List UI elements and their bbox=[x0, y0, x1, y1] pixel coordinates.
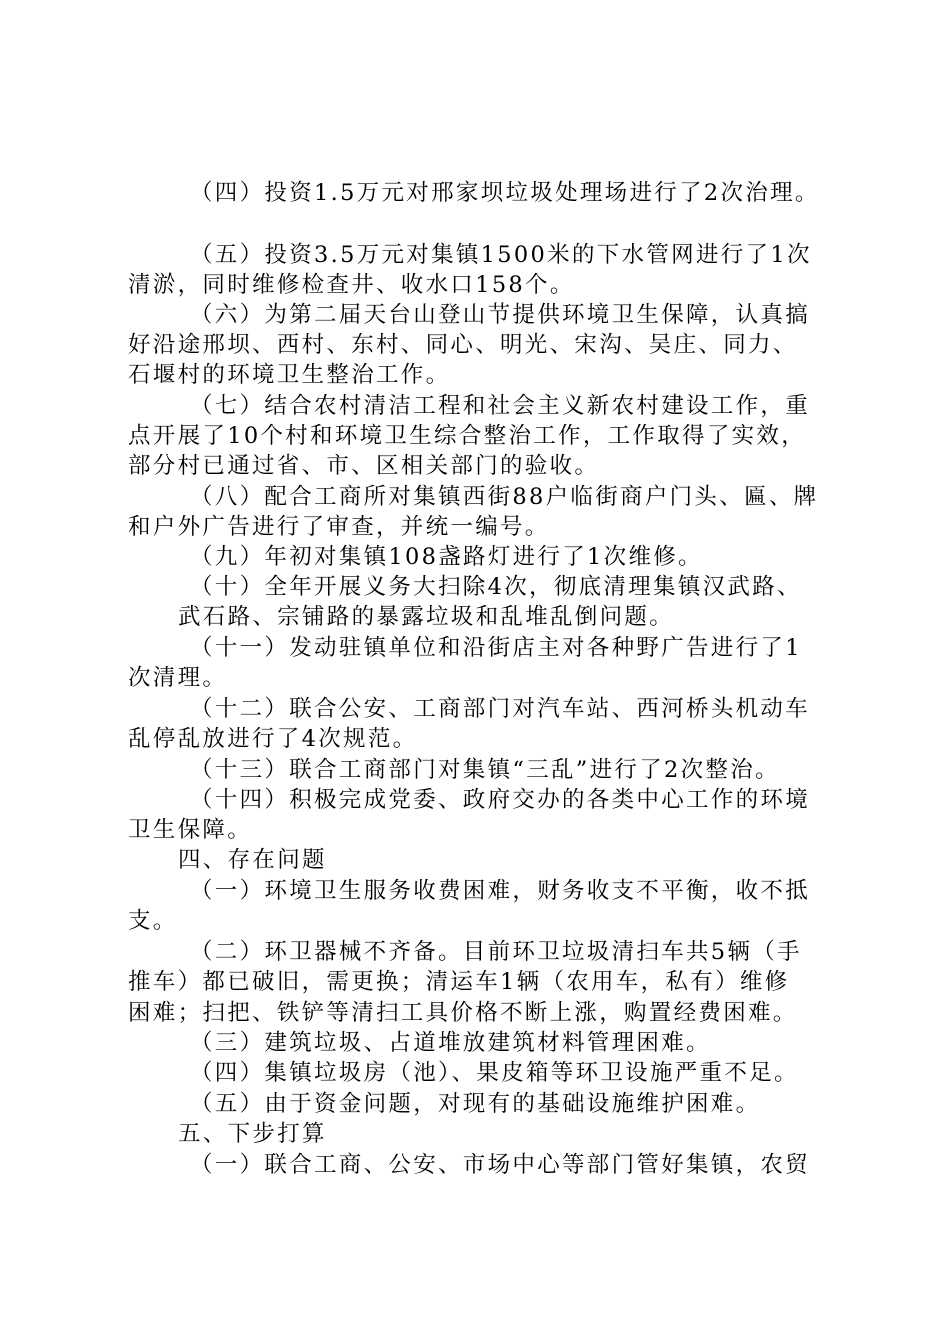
paragraph-line: （三）建筑垃圾、占道堆放建筑材料管理困难。 bbox=[190, 1030, 711, 1056]
paragraph-line: （十二）联合公安、工商部门对汽车站、西河桥头机动车 bbox=[190, 696, 811, 722]
paragraph-line: （十一）发动驻镇单位和沿街店主对各种野广告进行了1 bbox=[190, 635, 802, 661]
paragraph-line: 石堰村的环境卫生整治工作。 bbox=[128, 362, 451, 388]
paragraph-line: （五）由于资金问题，对现有的基础设施维护困难。 bbox=[190, 1091, 761, 1117]
paragraph-line: 点开展了10个村和环境卫生综合整治工作，工作取得了实效， bbox=[128, 423, 807, 449]
paragraph-line: （五）投资3.5万元对集镇1500米的下水管网进行了1次 bbox=[190, 242, 812, 268]
paragraph-line: 推车）都已破旧，需更换；清运车1辆（农用车，私有）维修 bbox=[128, 969, 790, 995]
paragraph-line: 武石路、宗铺路的暴露垃圾和乱堆乱倒问题。 bbox=[178, 604, 675, 630]
section-heading: 四、存在问题 bbox=[178, 847, 327, 873]
paragraph-line: 和户外广告进行了审查，并统一编号。 bbox=[128, 514, 550, 540]
paragraph-line: 部分村已通过省、市、区相关部门的验收。 bbox=[128, 453, 600, 479]
paragraph-line: （二）环卫器械不齐备。目前环卫垃圾清扫车共5辆（手 bbox=[190, 939, 802, 965]
paragraph-line: （四）集镇垃圾房（池）、果皮箱等环卫设施严重不足。 bbox=[190, 1060, 799, 1086]
paragraph-line: （九）年初对集镇108盏路灯进行了1次维修。 bbox=[190, 544, 703, 570]
paragraph-line: 卫生保障。 bbox=[128, 817, 253, 843]
paragraph-line: 支。 bbox=[128, 908, 178, 934]
paragraph-line: 乱停乱放进行了4次规范。 bbox=[128, 726, 418, 752]
paragraph-line: （八）配合工商所对集镇西街88户临街商户门头、匾、牌 bbox=[190, 484, 819, 510]
paragraph-line: （一）联合工商、公安、市场中心等部门管好集镇，农贸 bbox=[190, 1152, 811, 1178]
paragraph-line: 次清理。 bbox=[128, 665, 228, 691]
paragraph-line: （七）结合农村清洁工程和社会主义新农村建设工作，重 bbox=[190, 393, 811, 419]
paragraph-line: 困难；扫把、铁铲等清扫工具价格不断上涨，购置经费困难。 bbox=[128, 1000, 798, 1026]
paragraph-line: （四）投资1.5万元对邢家坝垃圾处理场进行了2次治理。 bbox=[190, 180, 820, 206]
paragraph-line: 清淤，同时维修检查井、收水口158个。 bbox=[128, 272, 575, 298]
paragraph-line: 好沿途邢坝、西村、东村、同心、明光、宋沟、吴庄、同力、 bbox=[128, 332, 798, 358]
paragraph-line: （六）为第二届天台山登山节提供环境卫生保障，认真搞 bbox=[190, 302, 811, 328]
paragraph-line: （十三）联合工商部门对集镇“三乱”进行了2次整治。 bbox=[190, 757, 780, 783]
paragraph-line: （一）环境卫生服务收费困难，财务收支不平衡，收不抵 bbox=[190, 878, 811, 904]
paragraph-line: （十四）积极完成党委、政府交办的各类中心工作的环境 bbox=[190, 787, 811, 813]
paragraph-line: （十）全年开展义务大扫除4次，彻底清理集镇汉武路、 bbox=[190, 574, 802, 600]
section-heading: 五、下步打算 bbox=[178, 1121, 327, 1147]
